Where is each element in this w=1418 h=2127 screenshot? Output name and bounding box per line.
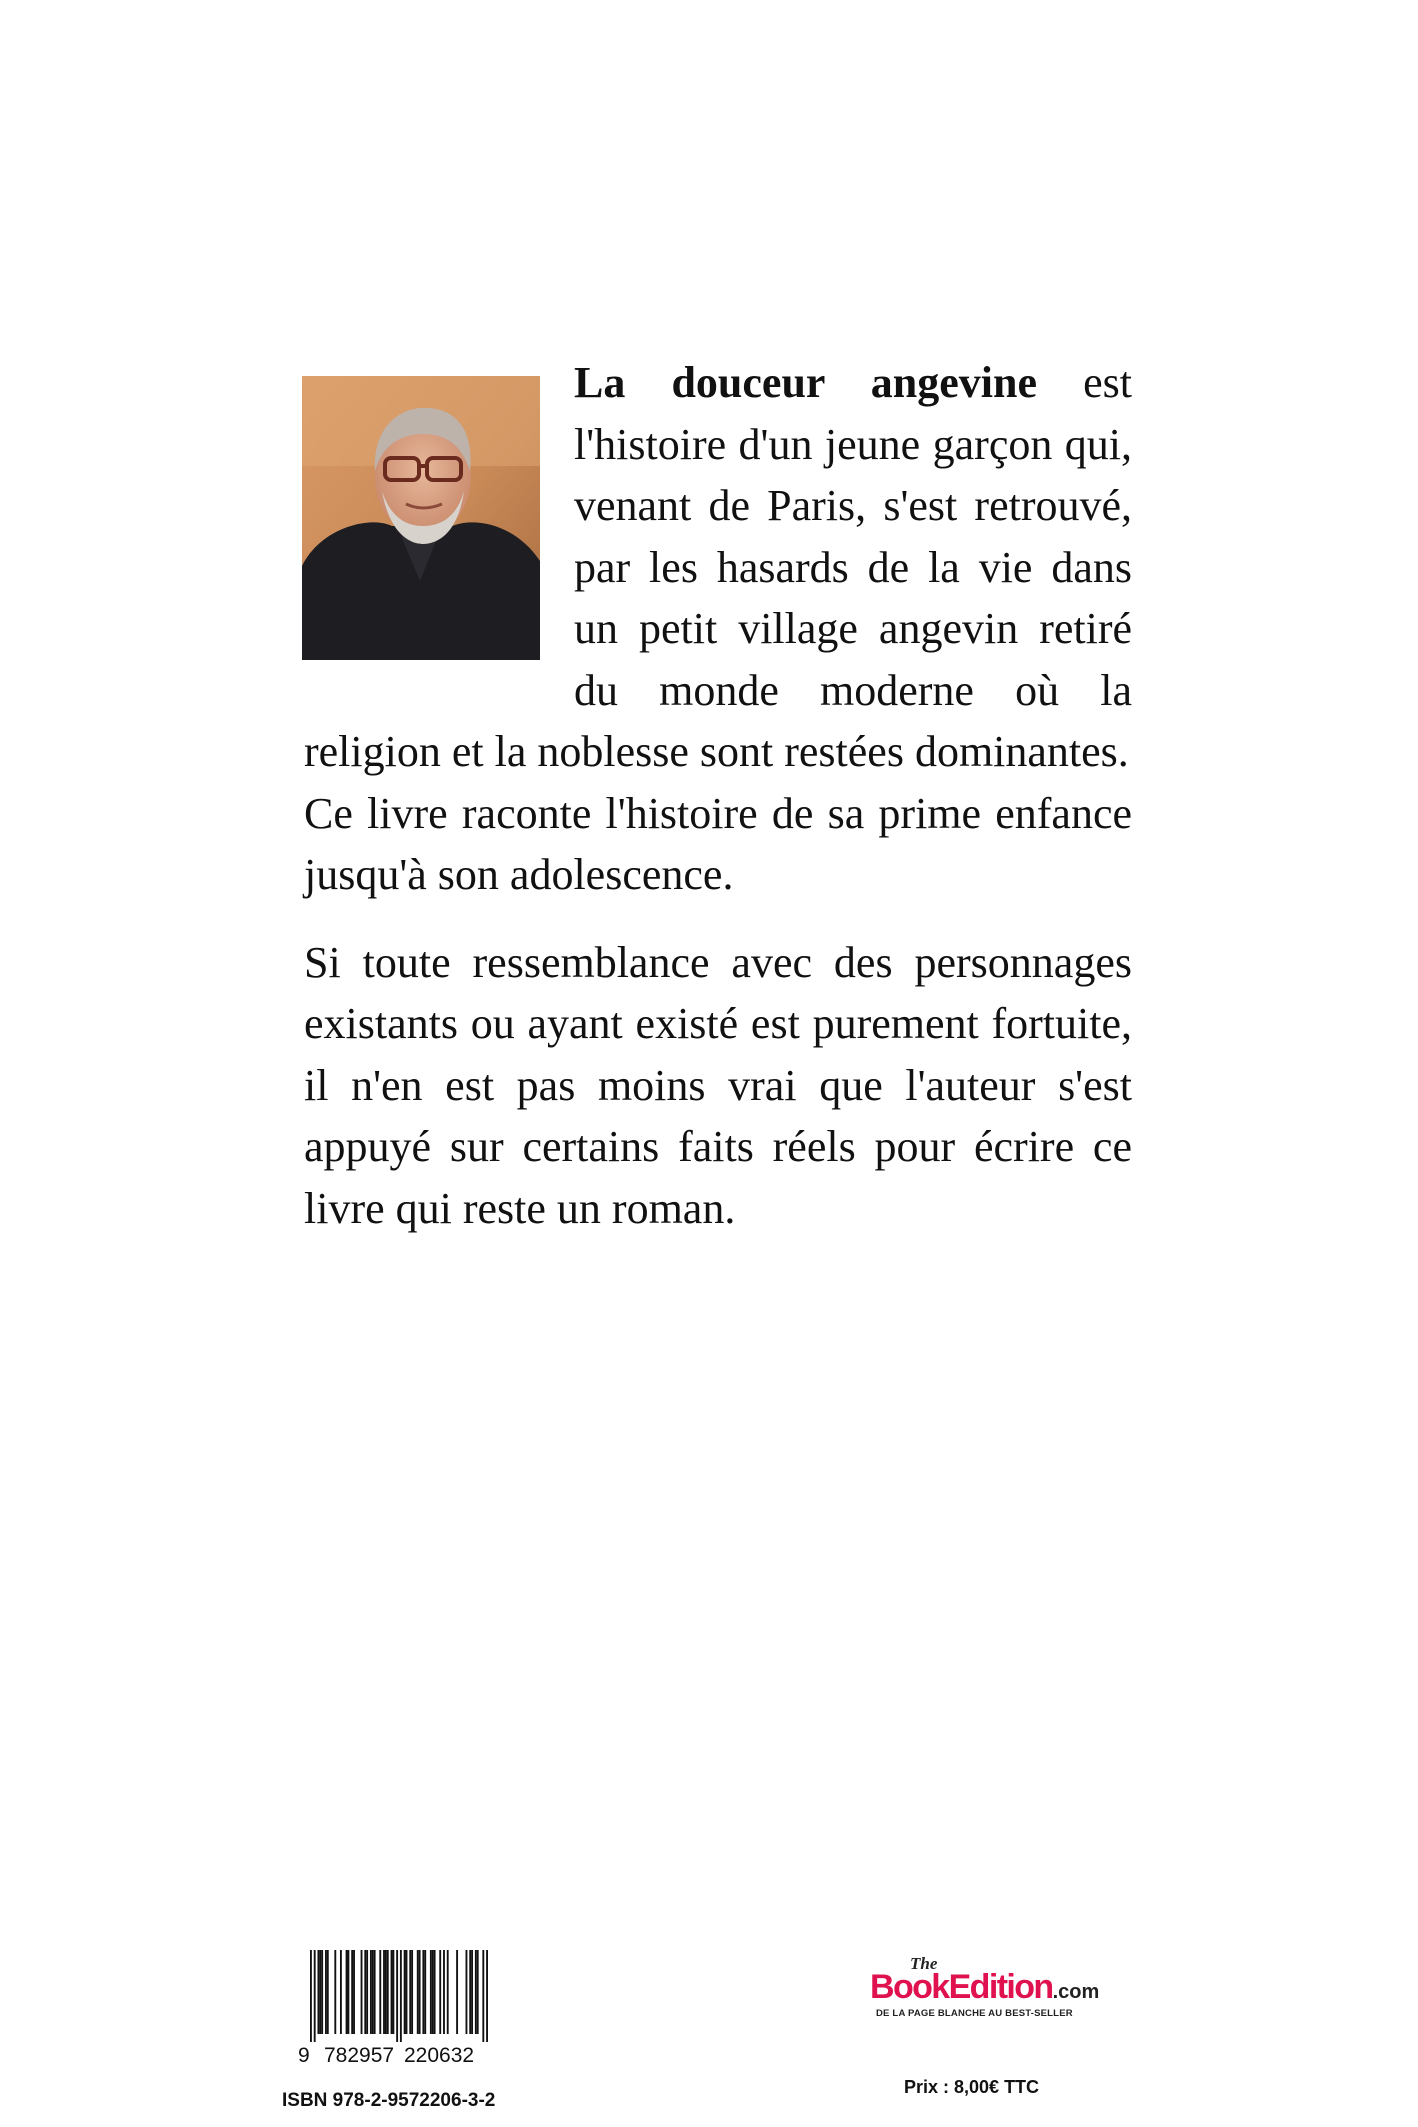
barcode-bar [466, 1950, 468, 2034]
barcode-bar [404, 1950, 406, 2034]
blurb-paragraph-1-text: est l'histoire d'un jeune garçon qui, venant de Paris, s'est retrouvé, par les hasards de la vie dans un petit village angevin retiré du monde moderne où la religion et la noblesse sont restées dominantes. [304, 358, 1132, 776]
barcode-bar [370, 1950, 372, 2034]
logo-wordmark [870, 1968, 1099, 2007]
barcode-box [296, 1946, 494, 2072]
barcode-bar [430, 1950, 432, 2034]
barcode-digit-lead: 9 [298, 2044, 310, 2067]
barcode-guard-bar [486, 1950, 488, 2042]
barcode-bar [383, 1950, 385, 2034]
book-title: La douceur angevine [574, 358, 1037, 407]
barcode-bar [411, 1950, 413, 2034]
isbn-number: ISBN 978-2-9572206-3-2 [282, 2090, 496, 2111]
logo-tagline: DE LA PAGE BLANCHE AU BEST-SELLER [876, 2008, 1073, 2019]
barcode-bar [477, 1950, 479, 2034]
barcode-bar [346, 1950, 348, 2034]
price-label: Prix : 8,00€ TTC [904, 2077, 1040, 2097]
barcode-bar [379, 1950, 381, 2034]
barcode-bar [443, 1950, 445, 2034]
barcode-bar [434, 1950, 436, 2034]
barcode-bar [321, 1950, 323, 2034]
barcode-bar [340, 1950, 342, 2034]
barcode-bar [419, 1950, 421, 2034]
photo-text-wrap-spacer [304, 352, 574, 662]
barcode-bar [347, 1950, 349, 2034]
barcode-bar [471, 1950, 473, 2034]
barcode-bar [351, 1950, 353, 2034]
barcode-bar [387, 1950, 389, 2034]
barcode-bar [361, 1950, 363, 2034]
logo-name: BookEditi [870, 1968, 1015, 2006]
barcode-guard-bar [482, 1950, 484, 2042]
barcode-bar [374, 1950, 376, 2034]
barcode-digits-left: 782957 [324, 2044, 395, 2067]
logo-name-end: on [1014, 1968, 1053, 2006]
publisher-logo [870, 1954, 1120, 2019]
barcode-bar [475, 1950, 477, 2034]
barcode-bar [364, 1950, 366, 2034]
barcode-bar [391, 1950, 393, 2034]
barcode-bar [372, 1950, 374, 2034]
barcode-bar [447, 1950, 449, 2034]
barcode-guard-bar [310, 1950, 312, 2042]
barcode-bar [432, 1950, 434, 2034]
barcode-guard-bar [400, 1950, 402, 2042]
barcode-digits [296, 2044, 492, 2068]
blurb-paragraph-2: Ce livre raconte l'histoire de sa prime enfance jusqu'à son adolescence. [304, 788, 1132, 899]
barcode-bars [310, 1950, 488, 2042]
barcode-guard-bar [314, 1950, 316, 2042]
barcode-bar [409, 1950, 411, 2034]
barcode-bar [366, 1950, 368, 2034]
barcode-bar [456, 1950, 458, 2034]
barcode-bar [319, 1950, 321, 2034]
barcode-bar [422, 1950, 424, 2034]
barcode-bar [353, 1950, 355, 2034]
barcode-bar [406, 1950, 408, 2034]
logo-the: The [910, 1954, 938, 1973]
barcode-bar [385, 1950, 387, 2034]
barcode-guard-bar [396, 1950, 398, 2042]
blurb-text [304, 352, 1132, 1239]
barcode-bar [392, 1950, 394, 2034]
barcode-bar [317, 1950, 319, 2034]
barcode-bar [417, 1950, 419, 2034]
blurb-paragraph-3: Si toute ressemblance avec des personnages existants ou ayant existé est purement fortuite, il n'en est pas moins vrai que l'auteur s'est appuyé sur certains faits réels pour écrire ce livre qui reste un roman. [304, 937, 1132, 1233]
barcode-bar [327, 1950, 329, 2034]
barcode-bar [439, 1950, 441, 2034]
barcode-digits-right: 220632 [404, 2044, 475, 2067]
barcode-bar [424, 1950, 426, 2034]
barcode-bar [334, 1950, 336, 2034]
barcode-bar [325, 1950, 327, 2034]
logo-domain: .com [1052, 1981, 1100, 2003]
barcode-bar [469, 1950, 471, 2034]
